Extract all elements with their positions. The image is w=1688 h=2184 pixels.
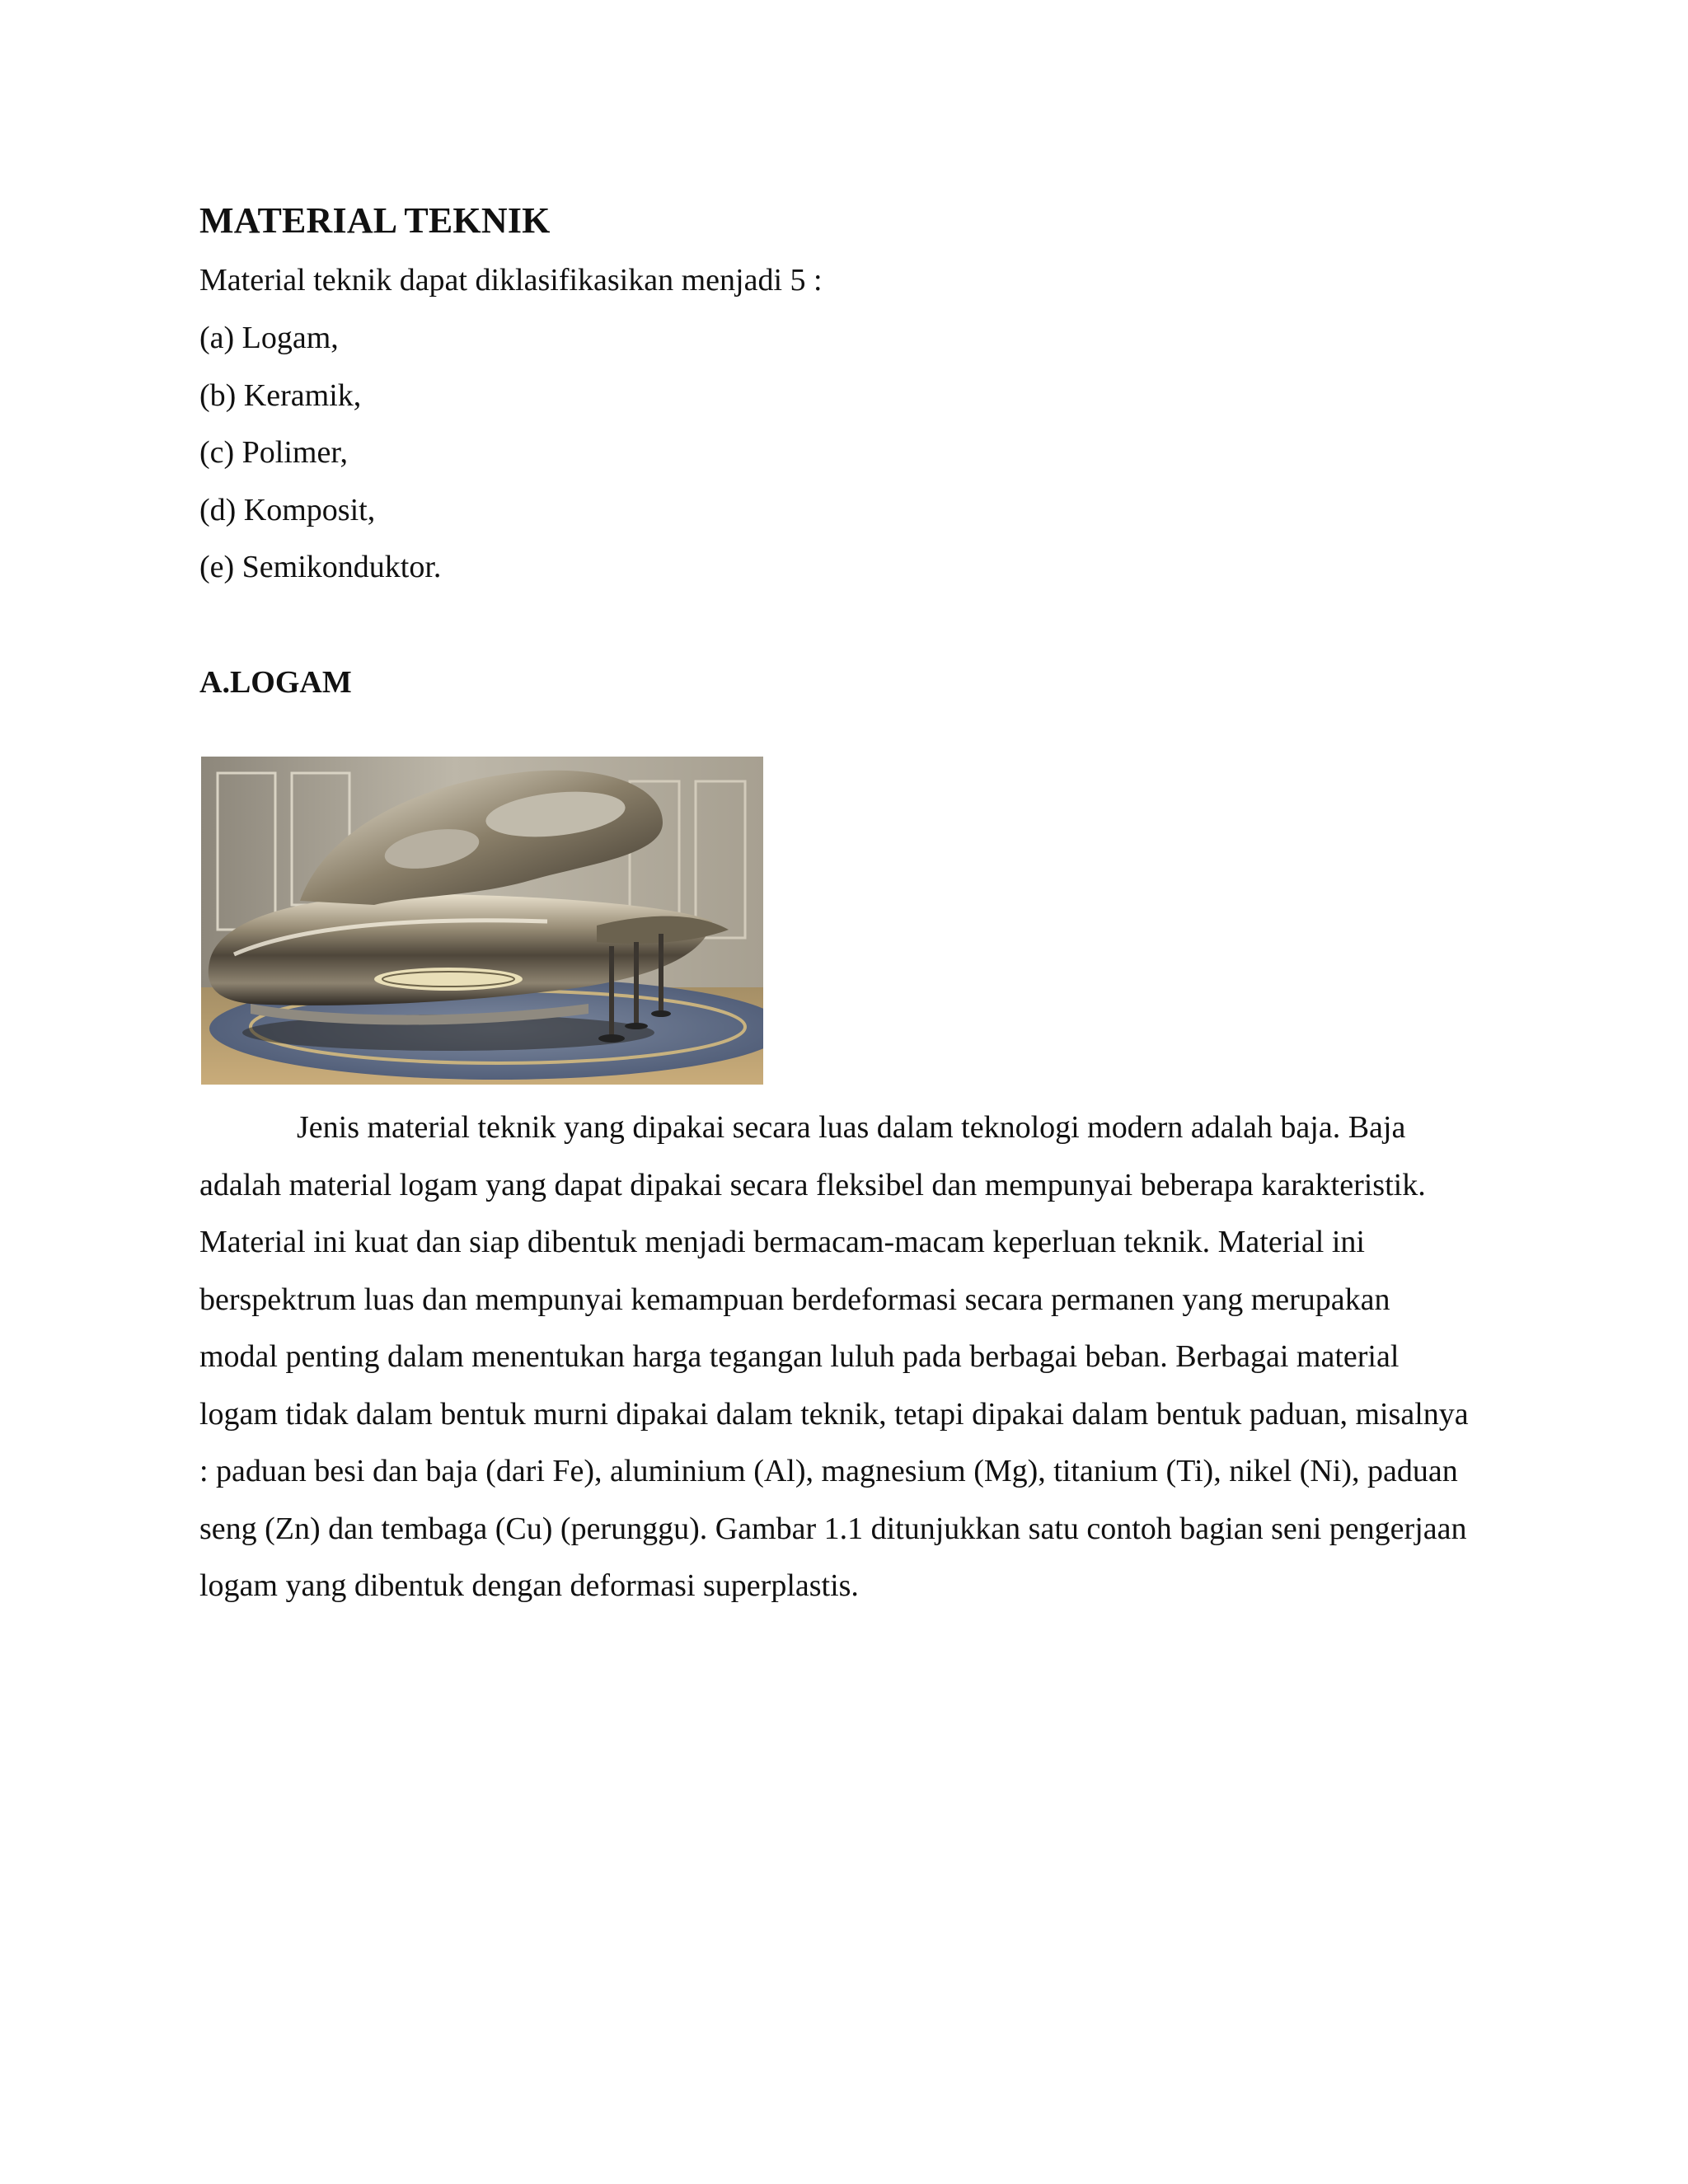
- list-item: (a) Logam,: [199, 321, 339, 355]
- material-class-list: [199, 315, 441, 602]
- metal-sculpture-illustration: [201, 757, 763, 1085]
- list-item: (b) Keramik,: [199, 377, 362, 413]
- list-item: (e) Semikonduktor.: [199, 550, 442, 584]
- list-item: (c) Polimer,: [199, 435, 348, 470]
- list-item: (d) Komposit,: [199, 492, 376, 527]
- body-paragraph: Jenis material teknik yang dipakai secara luas dalam teknologi modern adalah baja. Baja adalah material logam yang dapat dipakai secara fleksibel dan mempunyai beberapa karakteristik. Material ini kuat dan siap dibentuk menjadi bermacam-macam keperluan teknik. Material ini berspektrum luas dan mempunyai kemampuan berdeformasi secara permanen yang merupakan modal penting dalam menentukan harga tegangan luluh pada berbagai beban. Berbagai material logam tidak dalam bentuk murni dipakai dalam teknik, tetapi dipakai dalam bentuk paduan, misalnya : paduan besi dan baja (dari Fe), aluminium (Al), magnesium (Mg), titanium (Ti), nikel (Ni), paduan seng (Zn) dan tembaga (Cu) (perunggu). Gambar 1.1 ditunjukkan satu contoh bagian seni pengerjaan logam yang dibentuk dengan deformasi superplastis.: [199, 1110, 1469, 1603]
- section-heading: A.LOGAM: [199, 665, 352, 700]
- figure-metal-sculpture-image: [201, 757, 763, 1085]
- page-title: MATERIAL TEKNIK: [199, 200, 551, 241]
- intro-text: Material teknik dapat diklasifikasikan menjadi 5 :: [199, 263, 823, 298]
